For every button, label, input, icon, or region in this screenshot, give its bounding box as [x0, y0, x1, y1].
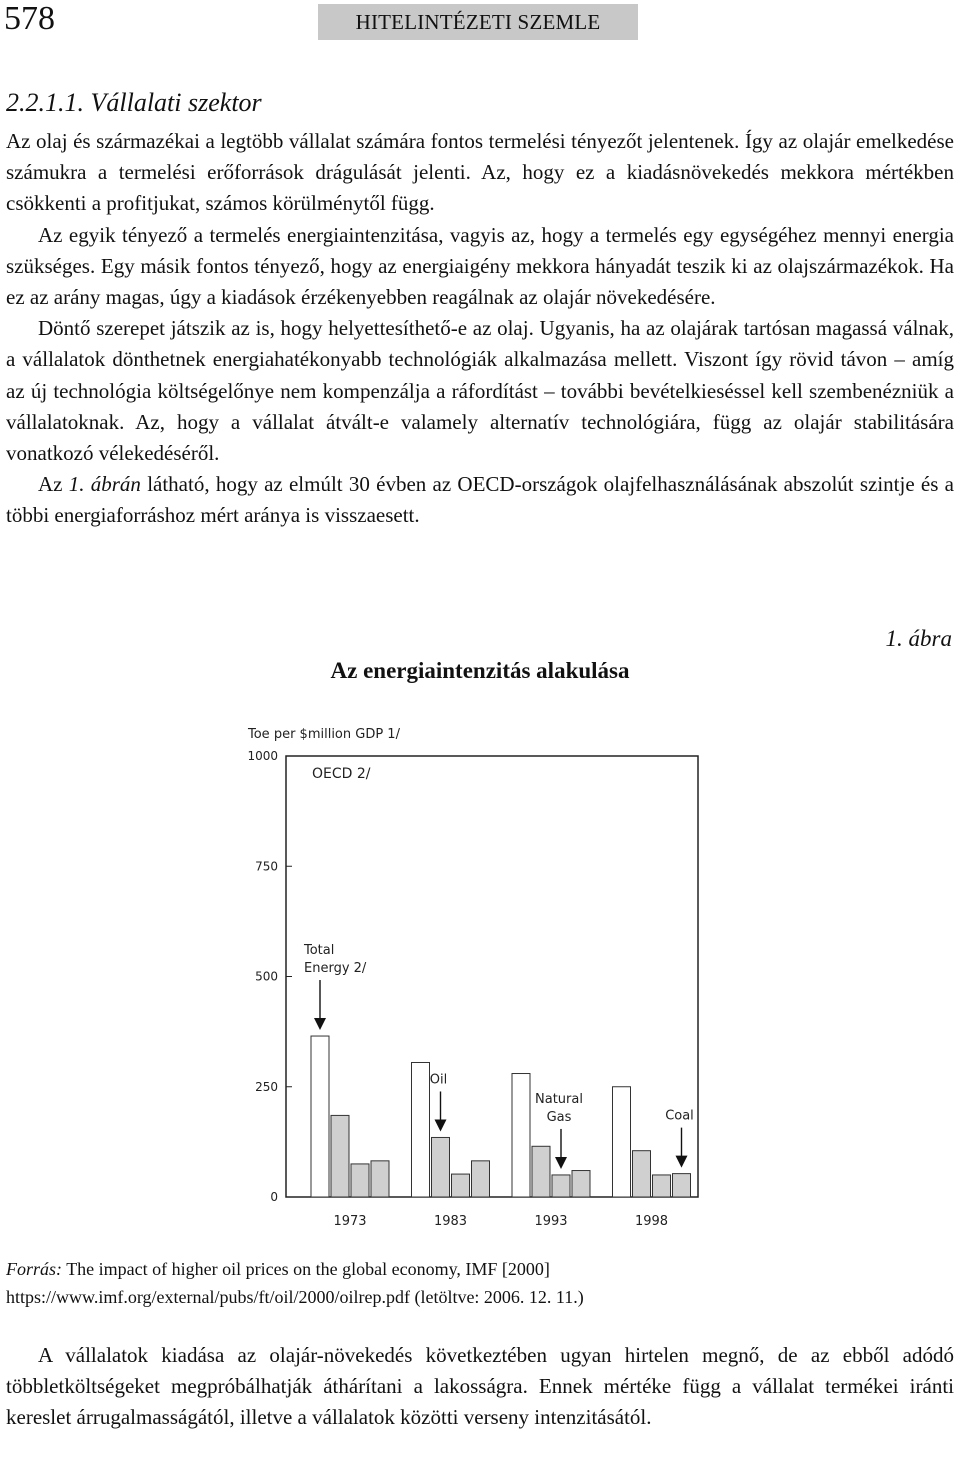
source-label: Forrás:	[6, 1259, 63, 1279]
paragraph: Az egyik tényező a termelés energiaintenzitása, vagyis az, hogy a termelés egy egységéhez mennyi energia szükséges. Egy másik fontos tényező, hogy az energiaigény mekkora hányadát teszik ki az olajszármazékok. Ha ez az arány magas, úgy a kiadások érzékenyebben reagálnak az olajár növekedésére.	[6, 222, 954, 310]
bar-natural-gas	[351, 1164, 369, 1197]
source-url: https://www.imf.org/external/pubs/ft/oil/2000/oilrep.pdf (letöltve: 2006. 12. 11.)	[6, 1287, 584, 1307]
annotation-arrow-head	[555, 1157, 567, 1169]
text: Az	[38, 472, 69, 497]
running-head: HITELINTÉZETI SZEMLE	[318, 4, 638, 40]
y-tick-label: 750	[255, 859, 278, 874]
bar-natural-gas	[552, 1175, 570, 1197]
annotations	[303, 943, 694, 1169]
bar-total-energy	[311, 1036, 329, 1197]
annotation-arrow-head	[314, 1018, 326, 1030]
annotation-arrow-head	[435, 1119, 447, 1131]
figure-label: 1. ábra	[885, 626, 952, 651]
bar-total-energy	[512, 1074, 530, 1197]
y-tick-label: 0	[270, 1190, 278, 1204]
section-heading: 2.2.1.1. Vállalati szektor	[6, 88, 262, 117]
annotation-label: Gas	[546, 1109, 572, 1125]
bar-coal	[371, 1161, 389, 1197]
x-tick-label: 1983	[433, 1214, 468, 1229]
paragraph: A vállalatok kiadása az olajár-növekedés következtében ugyan hirtelen megnő, de az ebből adódó többletköltségeket megpróbálhatják áthárítani a lakosságra. Ennek mértéke függ a vállalat termékei iránti kereslet árrugalmasságától, illetve a vállalatok közötti verseny intenzitásától.	[6, 1343, 954, 1430]
body-text	[6, 1340, 954, 1434]
bar-total-energy	[412, 1062, 430, 1197]
paragraph-figure-reference	[6, 469, 954, 531]
bar-coal	[673, 1174, 691, 1197]
y-tick-label: 1000	[247, 749, 278, 763]
annotation-label: Oil	[429, 1072, 448, 1088]
figure-title: Az energiaintenzitás alakulása	[330, 658, 630, 683]
body-text	[6, 126, 954, 532]
bars	[311, 1036, 691, 1197]
x-tick-label: 1973	[333, 1214, 367, 1229]
x-tick-label: 1998	[634, 1214, 669, 1229]
bar-natural-gas	[452, 1174, 470, 1197]
y-tick-label: 500	[255, 969, 278, 984]
series-label: OECD 2/	[312, 766, 371, 782]
annotation-arrow-head	[676, 1156, 688, 1168]
figure-source	[6, 1255, 584, 1311]
bar-oil	[432, 1137, 450, 1197]
bar-total-energy	[613, 1087, 631, 1197]
text: látható, hogy az elmúlt 30 évben az OECD-országok olajfelhasználásának abszolút szintje és a többi energiaforráshoz mért aránya is visszaesett.	[6, 472, 954, 528]
bar-coal	[572, 1171, 590, 1197]
annotation-label: Total	[304, 943, 335, 959]
y-axis-label: Toe per $million GDP 1/	[248, 727, 400, 742]
annotation-label: Natural	[535, 1091, 583, 1107]
bar-natural-gas	[653, 1175, 671, 1197]
paragraph: Az olaj és származékai a legtöbb vállalat számára fontos termelési tényezőt jelentenek. Így az olajár emelkedése számukra a termelési erőforrások drágulását jelenti. Az, hogy ez a kiadásnövekedés mekkora mértékben csökkenti a profitjukat, számos körülménytől függ.	[6, 129, 954, 216]
page-number: 578	[4, 0, 55, 37]
energy-intensity-chart	[238, 716, 708, 1240]
x-tick-label: 1993	[534, 1214, 568, 1229]
paragraph: Döntő szerepet játszik az is, hogy helyettesíthető-e az olaj. Ugyanis, ha az olajárak tartósan magassá válnak, a vállalatok dönthetnek energiahatékonyabb technológiák alkalmazása mellett. Viszont így rövid távon – amíg az új technológia költségelőnye nem kompenzálja a ráfordítást – további bevételkieséssel kell szembenézniük a vállalatoknak. Az, hogy a vállalat átvált-e valamely alternatív technológiára, függ az olajár stabilitására vonatkozó vélekedéséről.	[6, 316, 954, 466]
source-citation	[6, 1255, 584, 1283]
source-text: The impact of higher oil prices on the global economy, IMF [2000]	[62, 1259, 550, 1279]
annotation-label: Coal	[665, 1108, 694, 1124]
figure-reference-link: 1. ábrán	[68, 472, 141, 497]
bar-oil	[633, 1151, 651, 1197]
annotation-label: Energy 2/	[304, 961, 367, 977]
bar-oil	[532, 1146, 550, 1197]
y-tick-label: 250	[255, 1079, 278, 1094]
bar-oil	[331, 1115, 349, 1197]
x-ticks	[333, 1214, 668, 1229]
bar-coal	[472, 1161, 490, 1197]
